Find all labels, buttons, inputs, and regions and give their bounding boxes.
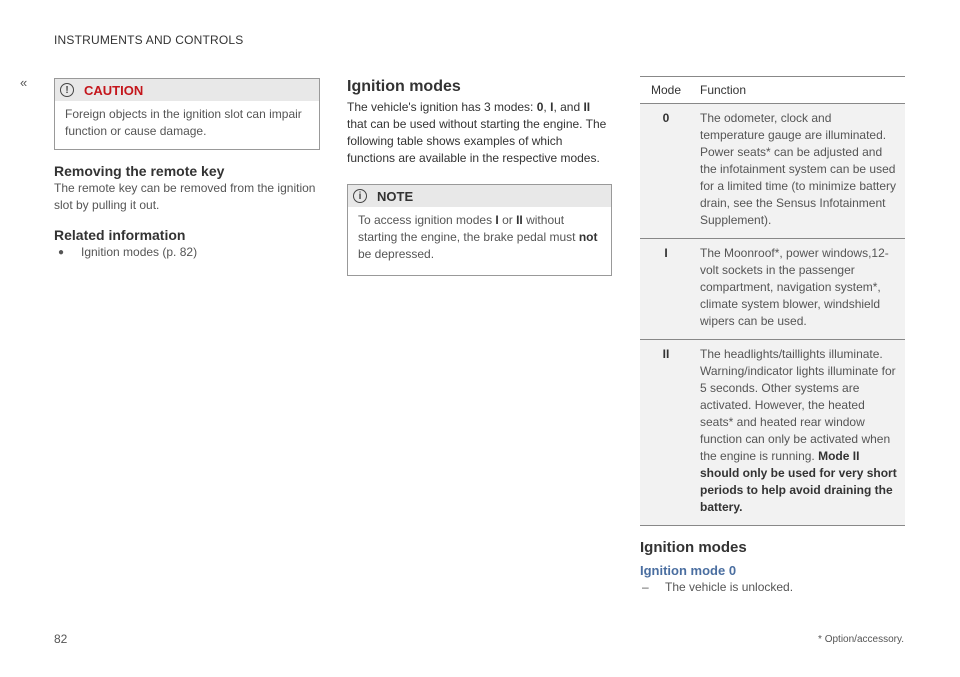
- section-title: INSTRUMENTS AND CONTROLS: [54, 33, 244, 47]
- function-cell: The headlights/taillights illuminate. Warning/indicator lights illuminate for 5 seconds. Other systems are activated. However, the heated seats* and heated rear window function can only be activated when the engine is running. Mode II should only be used for very short periods to help avoid draining the battery.: [692, 340, 905, 526]
- caution-text: Foreign objects in the ignition slot can impair function or cause damage.: [65, 107, 302, 138]
- mode-column-header: Mode: [640, 77, 692, 104]
- note-box: [347, 184, 612, 276]
- table-header-row: [640, 77, 905, 104]
- caution-header: [55, 79, 319, 101]
- function-column-header: Function: [692, 77, 905, 104]
- ignition-modes-table: [640, 76, 905, 526]
- list-item: [640, 579, 905, 596]
- mode-cell: II: [640, 340, 692, 526]
- note-header: [348, 185, 611, 207]
- page-number: 82: [54, 632, 68, 646]
- function-cell: The odometer, clock and temperature gauge are illuminated. Power seats* can be adjusted and the infotainment system can be used for a limited time (to minimize battery drain, see the Sensus Infotainment Supplement).: [692, 104, 905, 239]
- mode-cell: I: [640, 239, 692, 340]
- exclamation-icon: !: [60, 83, 74, 97]
- ignition-intro: The vehicle's ignition has 3 modes: 0, I, and II that can be used without starting the engine. The following table shows examples of which functions are available in the respective modes.: [347, 100, 607, 165]
- ignition-mode-0-heading: Ignition mode 0: [640, 563, 737, 578]
- right-column: [640, 76, 905, 596]
- note-text: To access ignition modes I or II without starting the engine, the brake pedal must not be depressed.: [358, 213, 598, 261]
- ignition-modes-subsection-heading: Ignition modes: [640, 539, 747, 556]
- table-row: [640, 104, 905, 239]
- table-row: [640, 340, 905, 526]
- note-title: NOTE: [377, 188, 414, 204]
- table-row: [640, 239, 905, 340]
- mode-cell: 0: [640, 104, 692, 239]
- removing-text: The remote key can be removed from the ignition slot by pulling it out.: [54, 181, 316, 212]
- bullet-icon: ●: [58, 247, 65, 258]
- related-link[interactable]: Ignition modes (p. 82): [81, 245, 198, 259]
- info-icon: i: [353, 189, 367, 203]
- left-column: [54, 78, 320, 261]
- caution-box: [54, 78, 320, 150]
- removing-heading: Removing the remote key: [54, 163, 225, 179]
- related-heading: Related information: [54, 227, 186, 243]
- ignition-modes-heading: Ignition modes: [347, 78, 461, 95]
- dash-icon: –: [642, 580, 649, 594]
- footnote: * Option/accessory.: [818, 634, 904, 645]
- related-item[interactable]: [54, 244, 320, 261]
- middle-column: [347, 78, 612, 276]
- previous-page-marker[interactable]: «: [20, 75, 28, 90]
- caution-title: CAUTION: [84, 82, 144, 98]
- function-cell: The Moonroof*, power windows,12-volt sockets in the passenger compartment, navigation system*, climate system blower, windshield wipers can be used.: [692, 239, 905, 340]
- list-item-text: The vehicle is unlocked.: [665, 580, 794, 594]
